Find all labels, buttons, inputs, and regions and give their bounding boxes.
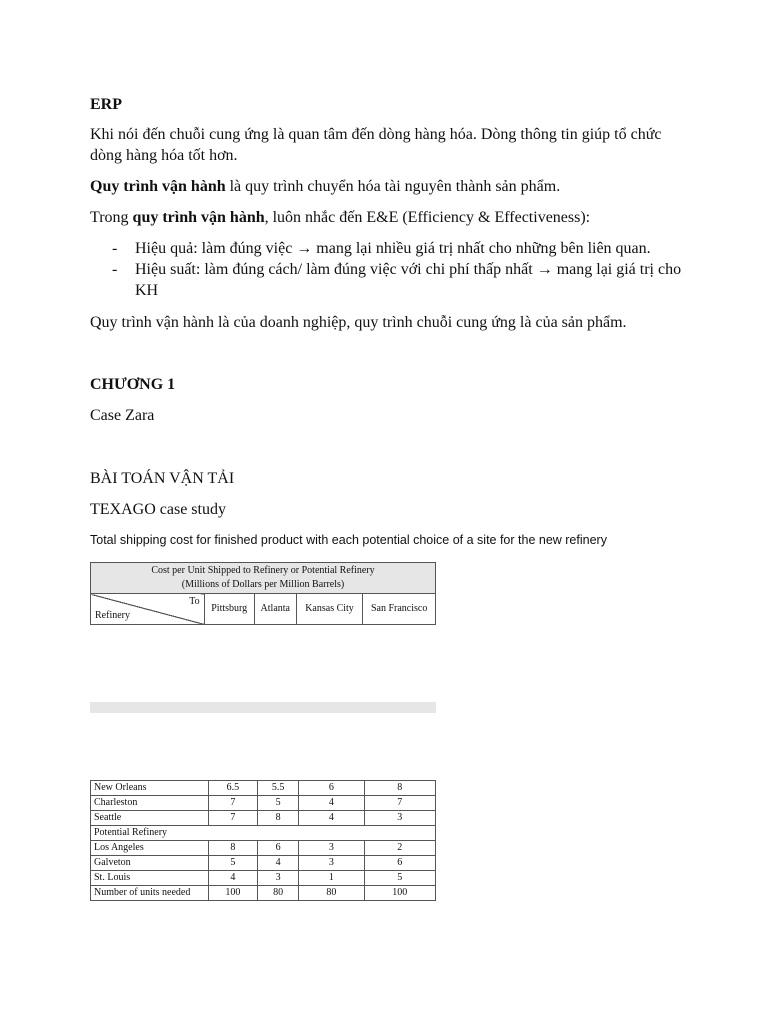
section-label: Potential Refinery xyxy=(91,826,436,841)
dash-bullet: - xyxy=(112,240,118,257)
list-item xyxy=(90,238,690,259)
row-label: Charleston xyxy=(91,796,209,811)
table-cell: 6 xyxy=(257,841,298,856)
to-label: To xyxy=(189,596,200,607)
table-cell: 5 xyxy=(208,856,257,871)
table-row xyxy=(91,886,436,901)
paragraph-ee xyxy=(90,207,690,228)
case-study-title: TEXAGO case study xyxy=(90,501,226,518)
column-header-row xyxy=(91,594,436,625)
table-cell: 6 xyxy=(364,856,435,871)
table-cell: 8 xyxy=(257,811,298,826)
paragraph-operations-definition xyxy=(90,176,690,197)
section-heading-transport: BÀI TOÁN VẬN TẢI xyxy=(90,470,235,487)
bullet-text: Hiệu suất: làm đúng cách/ làm đúng việc với chi phí thấp nhất → mang lại giá trị cho KH xyxy=(135,261,682,299)
text-run: , luôn nhắc đến E&E (Efficiency & Effectiveness): xyxy=(264,209,591,226)
table-cell: 3 xyxy=(364,811,435,826)
gray-separator-bar xyxy=(90,702,436,713)
bold-term: quy trình vận hành xyxy=(132,209,265,226)
row-label: Number of units needed xyxy=(91,886,209,901)
column-header: Kansas City xyxy=(296,594,363,625)
table-cell: 7 xyxy=(208,811,257,826)
row-label: St. Louis xyxy=(91,871,209,886)
table-cell: 4 xyxy=(299,811,364,826)
cost-table-body xyxy=(90,780,436,901)
table-cell: 5.5 xyxy=(257,781,298,796)
table-cell: 3 xyxy=(299,841,364,856)
table-cell: 7 xyxy=(208,796,257,811)
table-cell: 4 xyxy=(208,871,257,886)
table-cell: 5 xyxy=(257,796,298,811)
list-item xyxy=(90,259,690,301)
table-title-cell xyxy=(91,563,436,594)
row-label: Seattle xyxy=(91,811,209,826)
table-title-line-1: Cost per Unit Shipped to Refinery or Potential Refinery xyxy=(151,565,375,576)
table-row xyxy=(91,781,436,796)
table-cell: 8 xyxy=(364,781,435,796)
column-header: Pittsburg xyxy=(204,594,254,625)
table-cell: 1 xyxy=(299,871,364,886)
bullet-text: Hiệu quả: làm đúng việc → mang lại nhiều giá trị nhất cho những bên liên quan. xyxy=(135,240,651,257)
table-cell: 4 xyxy=(257,856,298,871)
table-cell: 6.5 xyxy=(208,781,257,796)
paragraph-ownership: Quy trình vận hành là của doanh nghiệp, quy trình chuỗi cung ứng là của sản phẩm. xyxy=(90,314,627,331)
table-cell: 5 xyxy=(364,871,435,886)
table-cell: 3 xyxy=(299,856,364,871)
section-row xyxy=(91,826,436,841)
bold-term: Quy trình vận hành xyxy=(90,178,226,195)
cost-table-header xyxy=(90,562,436,625)
row-label: Los Angeles xyxy=(91,841,209,856)
text-run: Trong xyxy=(90,209,133,226)
table-row xyxy=(91,856,436,871)
table-caption: Total shipping cost for finished product with each potential choice of a site for the new refinery xyxy=(90,533,607,547)
diagonal-header-cell xyxy=(91,594,205,625)
text-run: là quy trình chuyển hóa tài nguyên thành sản phẩm. xyxy=(225,178,561,195)
table-cell: 100 xyxy=(364,886,435,901)
table-cell: 80 xyxy=(257,886,298,901)
case-zara: Case Zara xyxy=(90,407,155,424)
heading-erp: ERP xyxy=(90,96,122,113)
table-row xyxy=(91,796,436,811)
table-cell: 2 xyxy=(364,841,435,856)
table-title-row xyxy=(91,563,436,594)
dash-bullet: - xyxy=(112,261,118,278)
chapter-heading: CHƯƠNG 1 xyxy=(90,376,176,393)
bullet-list xyxy=(90,238,690,301)
table-cell: 6 xyxy=(299,781,364,796)
table-cell: 3 xyxy=(257,871,298,886)
table-cell: 4 xyxy=(299,796,364,811)
table-title-line-2: (Millions of Dollars per Million Barrels) xyxy=(181,579,345,590)
paragraph-supply-chain: Khi nói đến chuỗi cung ứng là quan tâm đến dòng hàng hóa. Dòng thông tin giúp tổ chức dòng hàng hóa tốt hơn. xyxy=(90,126,662,164)
table-row xyxy=(91,871,436,886)
row-label: New Orleans xyxy=(91,781,209,796)
column-header: Atlanta xyxy=(254,594,296,625)
table-cell: 80 xyxy=(299,886,364,901)
table-cell: 7 xyxy=(364,796,435,811)
table-row xyxy=(91,841,436,856)
refinery-label: Refinery xyxy=(95,610,130,621)
row-label: Galveton xyxy=(91,856,209,871)
table-cell: 100 xyxy=(208,886,257,901)
column-header: San Francisco xyxy=(363,594,436,625)
table-cell: 8 xyxy=(208,841,257,856)
table-row xyxy=(91,811,436,826)
